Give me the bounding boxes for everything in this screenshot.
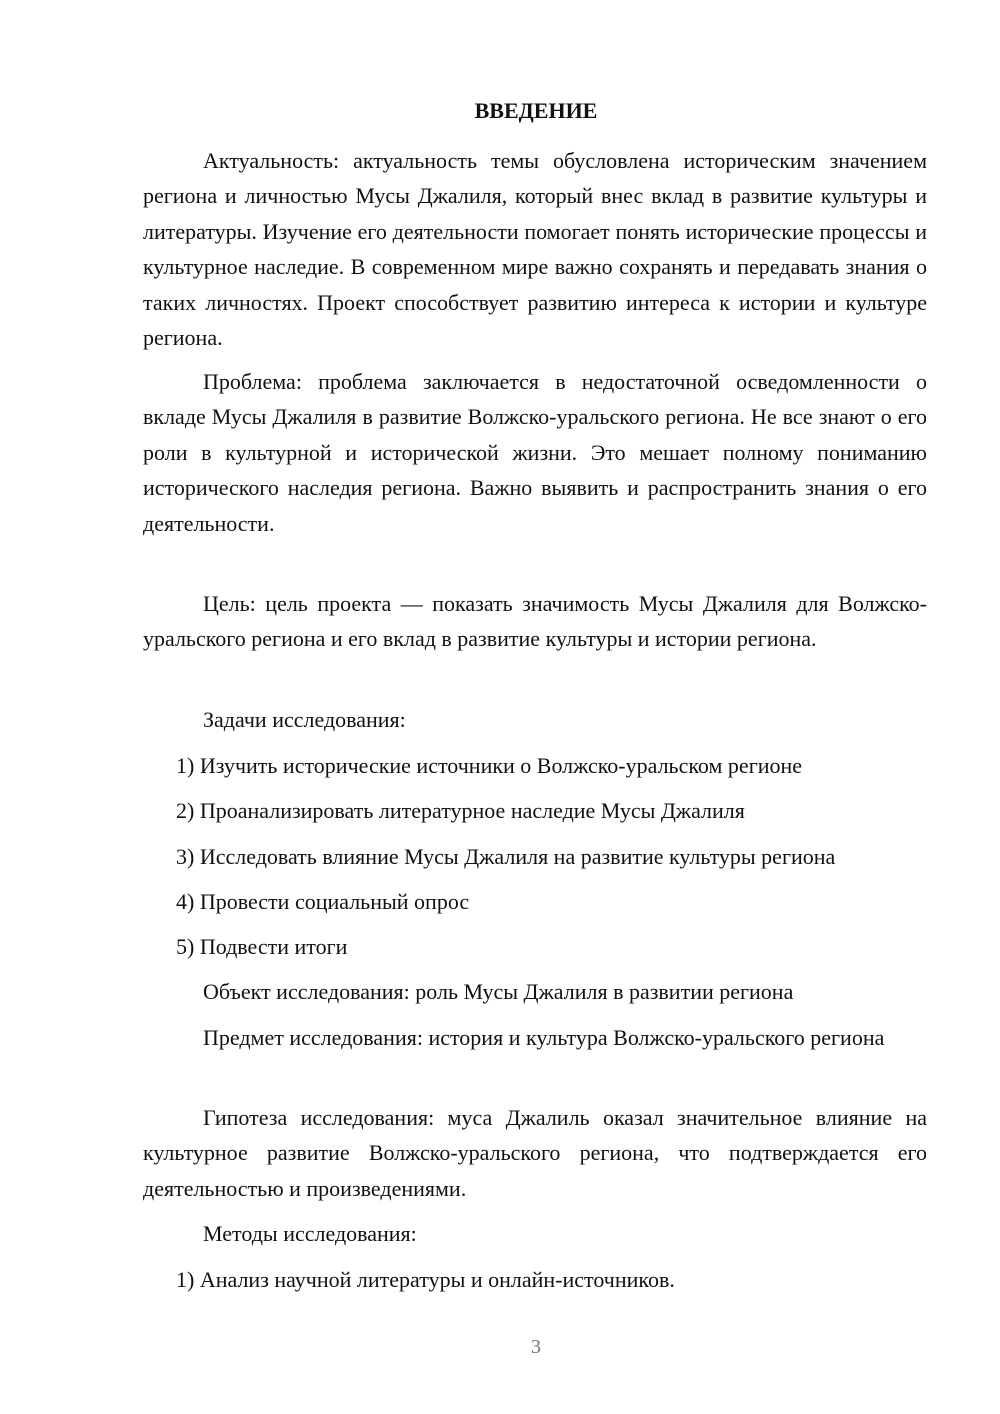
method-item: 1) Анализ научной литературы и онлайн-источников. bbox=[176, 1267, 675, 1292]
subject-paragraph: Предмет исследования: история и культура Волжско-уральского региона bbox=[203, 1025, 885, 1050]
page-number: 3 bbox=[531, 1336, 541, 1358]
tasks-heading: Задачи исследования: bbox=[203, 707, 406, 732]
object-line: Объект исследования: роль Мусы Джалиля в развитии региона bbox=[203, 979, 794, 1004]
task-item: 5) Подвести итоги bbox=[176, 934, 348, 959]
methods-heading: Методы исследования: bbox=[203, 1221, 417, 1246]
hypothesis-paragraph: Гипотеза исследования: муса Джалиль оказал значительное влияние на культурное развитие Волжско-уральского региона, что подтверждается его деятельностью и произведениями. bbox=[143, 1105, 927, 1201]
task-item: 4) Провести социальный опрос bbox=[176, 889, 470, 914]
goal-paragraph: Цель: цель проекта — показать значимость Мусы Джалиля для Волжско-уральского региона и его вклад в развитие культуры и истории региона. bbox=[143, 591, 927, 652]
problem-paragraph: Проблема: проблема заключается в недостаточной осведомленности о вкладе Мусы Джалиля в развитие Волжско-уральского региона. Не все знают о его роли в культурной и исторической жизни. Это мешает полному пониманию исторического наследия региона. Важно выявить и распространить знания о его деятельности. bbox=[143, 369, 927, 536]
task-item: 1) Изучить исторические источники о Волжско-уральском регионе bbox=[176, 753, 803, 778]
section-title: ВВЕДЕНИЕ bbox=[474, 98, 598, 123]
relevance-paragraph: Актуальность: актуальность темы обусловлена историческим значением региона и личностью Мусы Джалиля, который внес вклад в развитие культуры и литературы. Изучение его деятельности помогает понять исторические процессы и культурное наследие. В современном мире важно сохранять и передавать знания о таких личностях. Проект способствует развитию интереса к истории и культуре региона. bbox=[143, 148, 927, 351]
task-item: 2) Проанализировать литературное наследие Мусы Джалиля bbox=[176, 798, 745, 823]
task-item: 3) Исследовать влияние Мусы Джалиля на развитие культуры региона bbox=[176, 844, 836, 869]
